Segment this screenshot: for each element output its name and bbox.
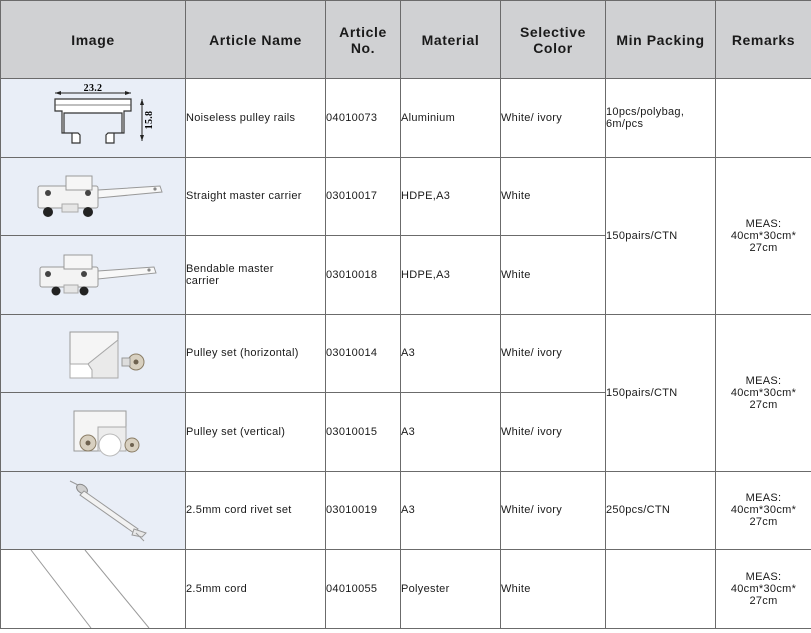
height-dimension-label: 15.8 [144, 110, 155, 130]
selective-color: White [501, 550, 606, 629]
cord-rivet-set-icon [1, 471, 186, 550]
header-selective-color [501, 1, 606, 79]
bendable-master-carrier-icon [1, 236, 186, 315]
pulley-remarks [716, 314, 811, 471]
article-name [186, 236, 326, 315]
meas-depth: 27cm [749, 595, 778, 607]
header-color-line1: Selective [519, 23, 587, 40]
straight-master-carrier-icon [1, 157, 186, 236]
meas-size: 40cm*30cm* [730, 229, 797, 242]
table-row [1, 157, 811, 236]
header-article-no-line1: Article [339, 23, 387, 40]
material: HDPE,A3 [401, 157, 501, 236]
material: A3 [401, 393, 501, 472]
header-row [1, 1, 811, 79]
article-name: Noiseless pulley rails [186, 79, 326, 158]
material: Aluminium [401, 79, 501, 158]
meas-depth: 27cm [749, 241, 778, 254]
header-article-no [326, 1, 401, 79]
min-packing-line1: 10pcs/polybag, [606, 105, 685, 118]
pulley-min-packing: 150pairs/CTN [606, 314, 716, 471]
material: A3 [401, 471, 501, 550]
table-row [1, 79, 811, 158]
cord-icon [1, 550, 186, 629]
article-no: 03010019 [326, 471, 401, 550]
meas-depth: 27cm [749, 516, 778, 529]
carrier-min-packing: 150pairs/CTN [606, 157, 716, 314]
selective-color: White [501, 157, 606, 236]
header-color-line2: Color [533, 39, 573, 56]
article-name-line1: Bendable master [186, 262, 274, 275]
meas-label: MEAS: [745, 492, 782, 505]
header-image: Image [1, 1, 186, 79]
remarks [716, 471, 811, 550]
article-name-line2: carrier [186, 274, 220, 287]
meas-depth: 27cm [749, 398, 778, 411]
article-no: 03010014 [326, 314, 401, 393]
selective-color: White/ ivory [501, 471, 606, 550]
material: HDPE,A3 [401, 236, 501, 315]
pulley-set-vertical-icon [1, 393, 186, 472]
material: Polyester [401, 550, 501, 629]
carrier-remarks [716, 157, 811, 314]
article-name: 2.5mm cord [186, 550, 326, 629]
selective-color: White/ ivory [501, 393, 606, 472]
article-name: Pulley set (vertical) [186, 393, 326, 472]
pulley-set-horizontal-icon [1, 314, 186, 393]
table-row [1, 550, 811, 629]
meas-size: 40cm*30cm* [730, 583, 797, 595]
article-no: 04010055 [326, 550, 401, 629]
header-remarks: Remarks [716, 1, 811, 79]
min-packing [606, 79, 716, 158]
article-no: 03010018 [326, 236, 401, 315]
selective-color: White [501, 236, 606, 315]
article-name: Straight master carrier [186, 157, 326, 236]
min-packing-line2: 6m/pcs [606, 117, 644, 130]
header-article-no-line2: No. [350, 39, 376, 56]
meas-size: 40cm*30cm* [730, 386, 797, 399]
article-no: 03010015 [326, 393, 401, 472]
meas-label: MEAS: [745, 217, 782, 230]
article-no: 03010017 [326, 157, 401, 236]
meas-label: MEAS: [745, 571, 782, 583]
material: A3 [401, 314, 501, 393]
header-min-packing: Min Packing [606, 1, 716, 79]
article-no: 04010073 [326, 79, 401, 158]
article-name: Pulley set (horizontal) [186, 314, 326, 393]
min-packing-empty [606, 550, 716, 629]
selective-color: White/ ivory [501, 314, 606, 393]
selective-color: White/ ivory [501, 79, 606, 158]
header-material: Material [401, 1, 501, 79]
remarks-empty [716, 79, 811, 158]
table-row [1, 314, 811, 393]
pulley-rail-profile-drawing-icon [1, 79, 186, 158]
meas-label: MEAS: [745, 374, 782, 387]
meas-size: 40cm*30cm* [730, 504, 797, 517]
width-dimension-label: 23.2 [83, 82, 103, 94]
header-article-name: Article Name [186, 1, 326, 79]
min-packing: 250pcs/CTN [606, 471, 716, 550]
remarks [716, 550, 811, 629]
table-row [1, 471, 811, 550]
article-name: 2.5mm cord rivet set [186, 471, 326, 550]
